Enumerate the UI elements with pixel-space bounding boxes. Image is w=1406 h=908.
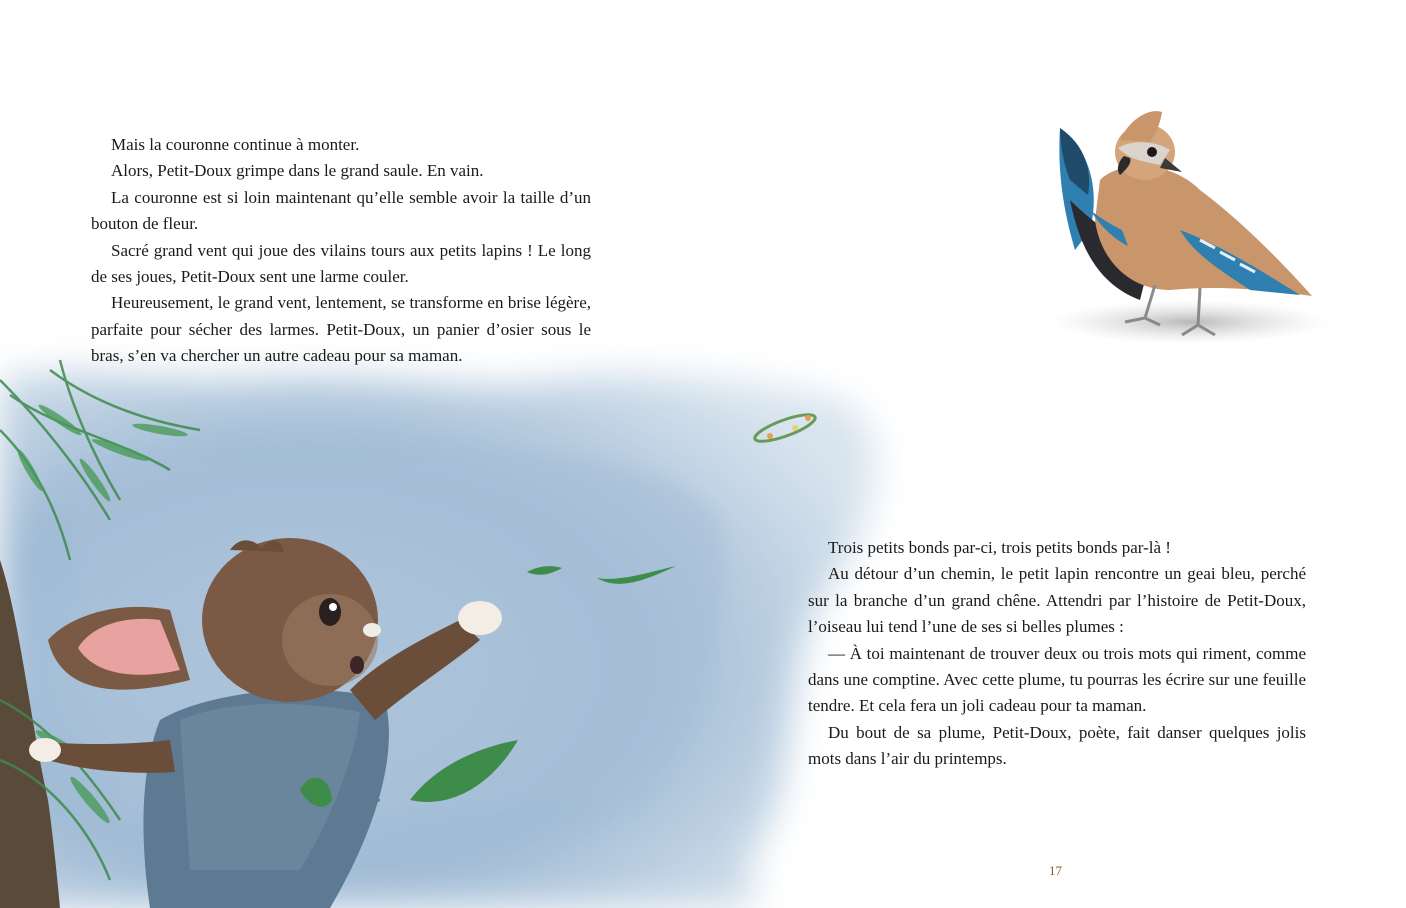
paragraph: Mais la couronne continue à monter. <box>111 135 360 154</box>
paragraph: Au détour d’un chemin, le petit lapin rencontre un geai bleu, perché sur la branche d’un grand chêne. Attendri par l’histoire de Petit-Doux, l’oiseau lui tend l’une de ses si belles plumes : <box>808 564 1306 637</box>
paragraph: — À toi maintenant de trouver deux ou trois mots qui riment, comme dans une comptine. Avec cette plume, tu pourras les écrire sur une feuille tendre. Et cela fera un joli cadeau pour ta maman. <box>808 643 1306 716</box>
right-text-column <box>808 535 1306 773</box>
page-number: 17 <box>1049 863 1062 878</box>
paragraph: Sacré grand vent qui joue des vilains tours aux petits lapins ! Le long de ses joues, Petit-Doux sent une larme couler. <box>91 240 591 287</box>
paragraph: Trois petits bonds par-ci, trois petits bonds par-là ! <box>828 538 1171 557</box>
paragraph: Alors, Petit-Doux grimpe dans le grand saule. En vain. <box>111 161 484 181</box>
left-text-column <box>91 132 591 370</box>
paragraph: Du bout de sa plume, Petit-Doux, poète, fait danser quelques jolis mots dans l’air du printemps. <box>808 722 1306 769</box>
jay-bird-illustration <box>1050 111 1330 344</box>
paragraph: La couronne est si loin maintenant qu’elle semble avoir la taille d’un bouton de fleur. <box>91 187 591 234</box>
paragraph: Heureusement, le grand vent, lentement, se transforme en brise légère, parfaite pour sécher des larmes. Petit-Doux, un panier d’osier sous le bras, s’en va chercher un autre cadeau pour sa maman. <box>91 293 591 366</box>
